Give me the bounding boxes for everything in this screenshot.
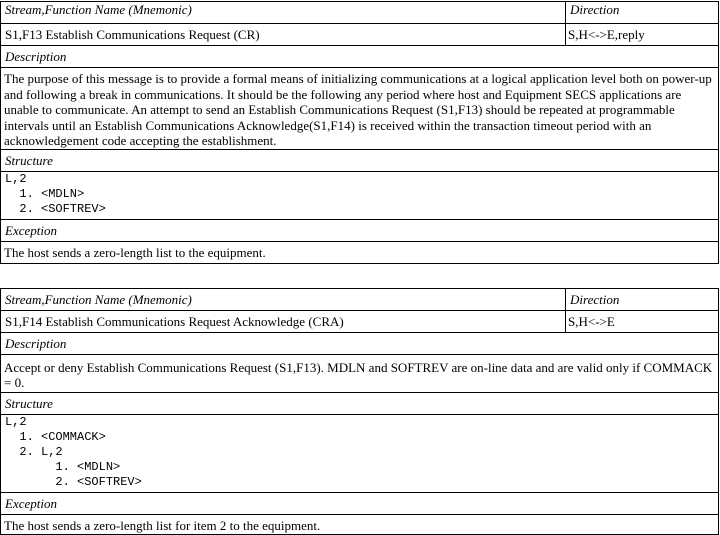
description-text <box>1 68 719 150</box>
structure-body <box>1 171 719 219</box>
direction-header: Direction <box>566 2 719 24</box>
structure-header: Structure <box>1 393 719 415</box>
message-name <box>1 24 566 46</box>
structure-header: Structure <box>1 149 719 171</box>
structure-body <box>1 415 719 493</box>
stream-function-header: Stream,Function Name (Mnemonic) <box>1 289 566 311</box>
message-direction <box>566 24 719 46</box>
description-header: Description <box>1 333 719 355</box>
message-name-text: S1,F13 Establish Communications Request (CR) <box>5 27 260 42</box>
message-name <box>1 311 566 333</box>
description-text <box>1 355 719 393</box>
exception-header: Exception <box>1 219 719 241</box>
direction-header: Direction <box>566 289 719 311</box>
exception-header: Exception <box>1 493 719 515</box>
message-direction-text: S,H<->E <box>568 314 615 329</box>
message-direction-text: S,H<->E,reply <box>568 27 645 42</box>
description-body: Accept or deny Establish Communications Request (S1,F13). MDLN and SOFTREV are on-line data and are valid only if COMMACK = 0. <box>4 360 713 390</box>
message-spec-table-s1f14 <box>0 288 719 535</box>
exception-text: The host sends a zero-length list to the equipment. <box>1 241 719 263</box>
description-body: The purpose of this message is to provide a formal means of initializing communications at a logical application level both on power-up and following a break in communications. It should be the following any period where host and Equipment SECS applications are unable to communicate. An attempt to send an Establish Communications Request (S1,F13) should be repeated at programmable intervals until an Establish Communications Acknowledge(S1,F14) is received within the transaction timeout period with an acknowledgement code accepting the establishment. <box>4 71 712 148</box>
stream-function-header: Stream,Function Name (Mnemonic) <box>1 2 566 24</box>
structure-listing: L,2 1. <MDLN> 2. <SOFTREV> <box>5 171 106 216</box>
exception-text: The host sends a zero-length list for item 2 to the equipment. <box>1 515 719 535</box>
message-name-text: S1,F14 Establish Communications Request Acknowledge (CRA) <box>5 314 344 329</box>
structure-listing: L,2 1. <COMMACK> 2. L,2 1. <MDLN> 2. <SOFTREV> <box>5 415 142 489</box>
message-direction <box>566 311 719 333</box>
description-header: Description <box>1 46 719 68</box>
message-spec-table-s1f13 <box>0 1 719 264</box>
